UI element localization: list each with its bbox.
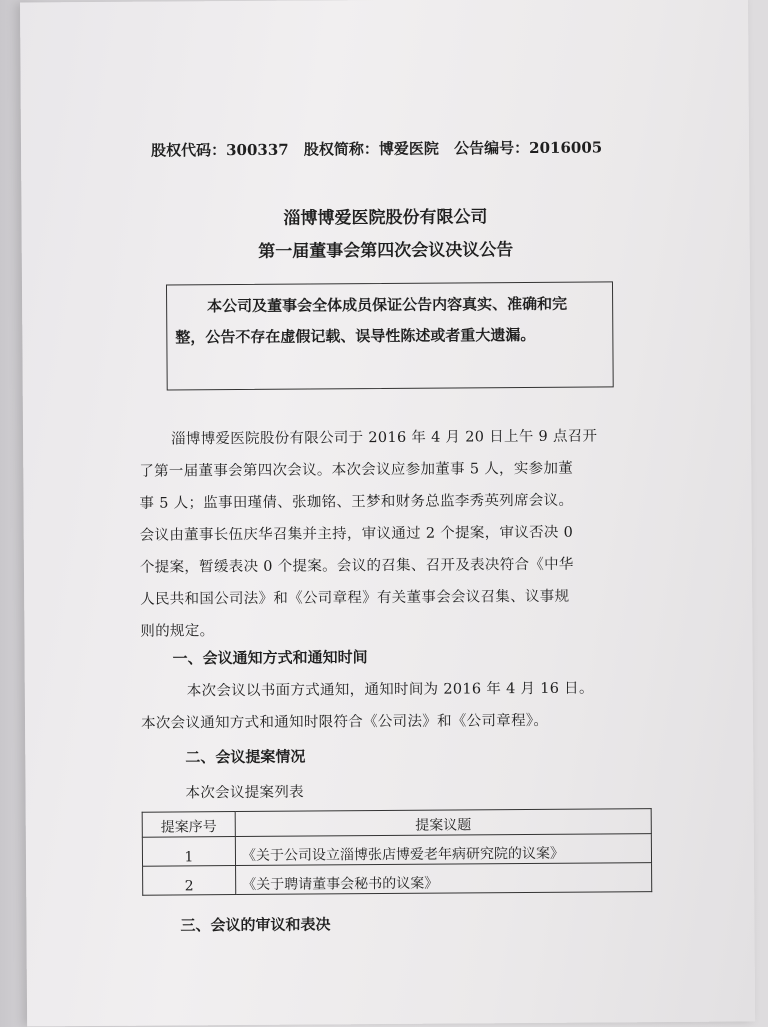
document-page [20, 0, 755, 1027]
intro-line: 事 5 人；监事田瑾倩、张珈铭、王梦和财务总监李秀英列席会议。 [139, 492, 574, 512]
intro-line: 人民共和国公司法》和《公司章程》有关董事会会议召集、议事规 [140, 588, 570, 608]
intro-line: 会议由董事长伍庆华召集并主持，审议通过 2 个提案，审议否决 0 [139, 524, 574, 544]
proposal-number: 2 [143, 866, 236, 896]
table-header-row [142, 809, 651, 838]
intro-line: 则的规定。 [140, 623, 215, 640]
company-title: 淄博博爱医院股份有限公司 [283, 207, 488, 229]
table-row [142, 834, 651, 867]
section-1-line: 本次会议以书面方式通知，通知时间为 2016 年 4 月 16 日。 [186, 680, 594, 700]
disclaimer-box [166, 281, 614, 390]
proposal-topic: 《关于公司设立淄博张店博爱老年病研究院的议案》 [235, 834, 651, 866]
announcement-header [151, 136, 671, 161]
announcement-title: 第一届董事会第四次会议决议公告 [258, 240, 514, 262]
notice-number: 公告编号：2016005 [454, 138, 603, 158]
stock-code: 股权代码：300337 [150, 140, 289, 160]
section-2-heading: 二、会议提案情况 [185, 747, 306, 767]
section-3-heading: 三、会议的审议和表决 [180, 915, 331, 935]
section-1-heading: 一、会议通知方式和通知时间 [172, 648, 368, 668]
proposal-number: 1 [142, 837, 235, 867]
intro-line: 个提案，暂缓表决 0 个提案。会议的召集、召开及表决符合《中华 [139, 556, 574, 576]
intro-line: 淄博博爱医院股份有限公司于 2016 年 4 月 20 日上午 9 点召开 [171, 428, 598, 448]
proposal-table [142, 808, 653, 896]
table-row [143, 863, 652, 896]
disclaimer-line-1: 本公司及董事会全体成员保证公告内容真实、准确和完 [207, 294, 568, 316]
col-header-number: 提案序号 [142, 812, 235, 838]
col-header-topic: 提案议题 [235, 809, 651, 837]
disclaimer-line-2: 整，公告不存在虚假记载、误导性陈述或者重大遗漏。 [175, 325, 536, 347]
stock-name: 股权简称：博爱医院 [303, 139, 439, 159]
proposal-topic: 《关于聘请董事会秘书的议案》 [236, 863, 652, 895]
section-1-line: 本次会议通知方式和通知时限符合《公司法》和《公司章程》。 [140, 712, 549, 732]
table-caption: 本次会议提案列表 [185, 784, 304, 802]
intro-line: 了第一届董事会第四次会议。本次会议应参加董事 5 人，实参加董 [139, 460, 574, 480]
